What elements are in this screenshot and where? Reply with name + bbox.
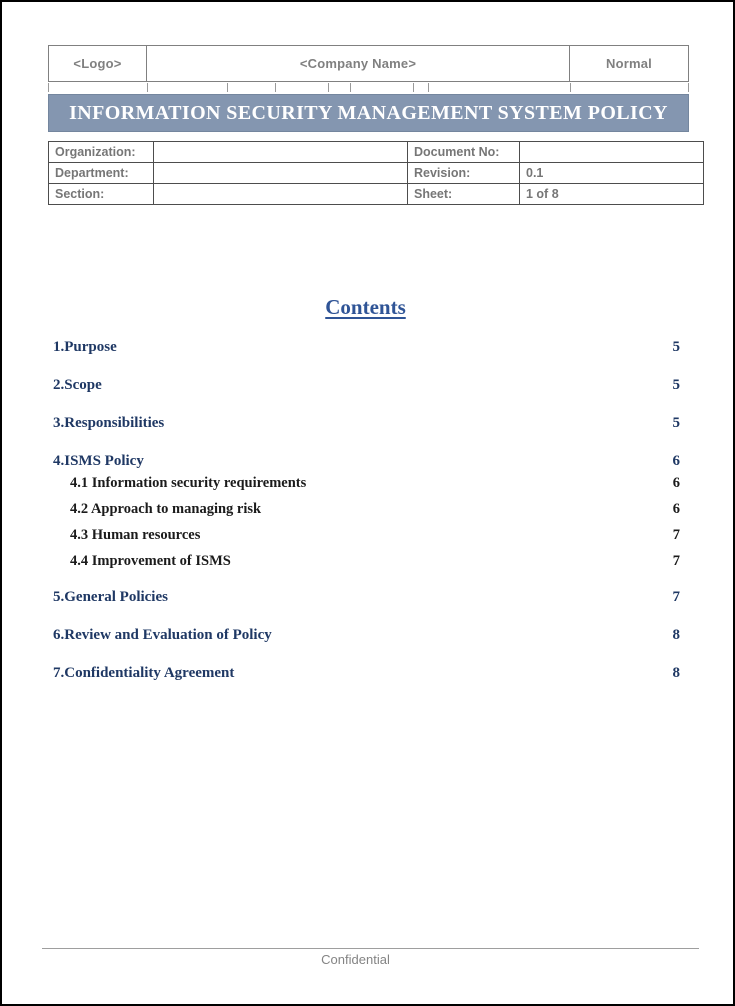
classification-label: Normal (606, 56, 652, 71)
toc-entry-label[interactable]: 1.Purpose (53, 339, 117, 355)
logo-placeholder (49, 46, 147, 81)
table-of-contents (53, 339, 680, 703)
sheet-label: Sheet: (408, 184, 520, 205)
title-banner (48, 94, 689, 132)
meta-row-section (49, 184, 704, 205)
section-label: Section: (49, 184, 154, 205)
revision-label: Revision: (408, 163, 520, 184)
department-value (154, 163, 408, 184)
toc-entry[interactable] (53, 415, 680, 453)
toc-entry[interactable] (53, 453, 680, 475)
toc-entry-page-number: 8 (672, 665, 680, 681)
toc-entry[interactable] (53, 501, 680, 527)
toc-entry-page-number: 7 (672, 589, 680, 605)
classification-cell (570, 46, 688, 81)
toc-entry-page-number: 6 (672, 453, 680, 469)
toc-entry-page-number: 6 (672, 501, 680, 517)
company-name-cell (147, 46, 570, 81)
toc-entry-label[interactable]: 4.3 Human resources (70, 527, 201, 543)
toc-entry-label[interactable]: 6.Review and Evaluation of Policy (53, 627, 272, 643)
document-meta-table (48, 141, 704, 205)
toc-entry-page-number: 7 (672, 527, 680, 543)
toc-entry[interactable] (53, 553, 680, 589)
organization-value (154, 142, 408, 163)
toc-entry[interactable] (53, 527, 680, 553)
toc-entry-label[interactable]: 4.1 Information security requirements (70, 475, 307, 491)
contents-heading (2, 295, 729, 320)
meta-row-department (49, 163, 704, 184)
header-table (48, 45, 689, 82)
document-title: INFORMATION SECURITY MANAGEMENT SYSTEM POLICY (69, 101, 668, 124)
toc-entry-label[interactable]: 7.Confidentiality Agreement (53, 665, 235, 681)
revision-value: 0.1 (520, 163, 704, 184)
toc-entry-page-number: 8 (672, 627, 680, 643)
organization-label: Organization: (49, 142, 154, 163)
document-no-value (520, 142, 704, 163)
toc-entry[interactable] (53, 589, 680, 627)
company-name-label: <Company Name> (299, 56, 417, 71)
logo-label: <Logo> (73, 56, 122, 71)
toc-entry-label[interactable]: 5.General Policies (53, 589, 168, 605)
department-label: Department: (49, 163, 154, 184)
toc-entry[interactable] (53, 339, 680, 377)
toc-entry[interactable] (53, 475, 680, 501)
footer-divider (42, 948, 699, 949)
footer-confidential-label: Confidential (321, 952, 390, 967)
toc-entry-page-number: 7 (672, 553, 680, 569)
sheet-value: 1 of 8 (520, 184, 704, 205)
contents-heading-text: Contents (325, 295, 406, 319)
toc-entry-label[interactable]: 2.Scope (53, 377, 102, 393)
toc-entry-page-number: 5 (672, 415, 680, 431)
toc-entry-page-number: 5 (672, 377, 680, 393)
toc-entry[interactable] (53, 377, 680, 415)
section-value (154, 184, 408, 205)
table-gridline-ticks (48, 82, 689, 93)
toc-entry-label[interactable]: 4.ISMS Policy (53, 453, 144, 469)
toc-entry-label[interactable]: 3.Responsibilities (53, 415, 165, 431)
meta-row-organization (49, 142, 704, 163)
toc-entry-page-number: 5 (672, 339, 680, 355)
document-no-label: Document No: (408, 142, 520, 163)
toc-entry[interactable] (53, 665, 680, 703)
toc-entry-label[interactable]: 4.4 Improvement of ISMS (70, 553, 231, 569)
toc-entry-page-number: 6 (672, 475, 680, 491)
toc-entry-label[interactable]: 4.2 Approach to managing risk (70, 501, 262, 517)
toc-entry[interactable] (53, 627, 680, 665)
